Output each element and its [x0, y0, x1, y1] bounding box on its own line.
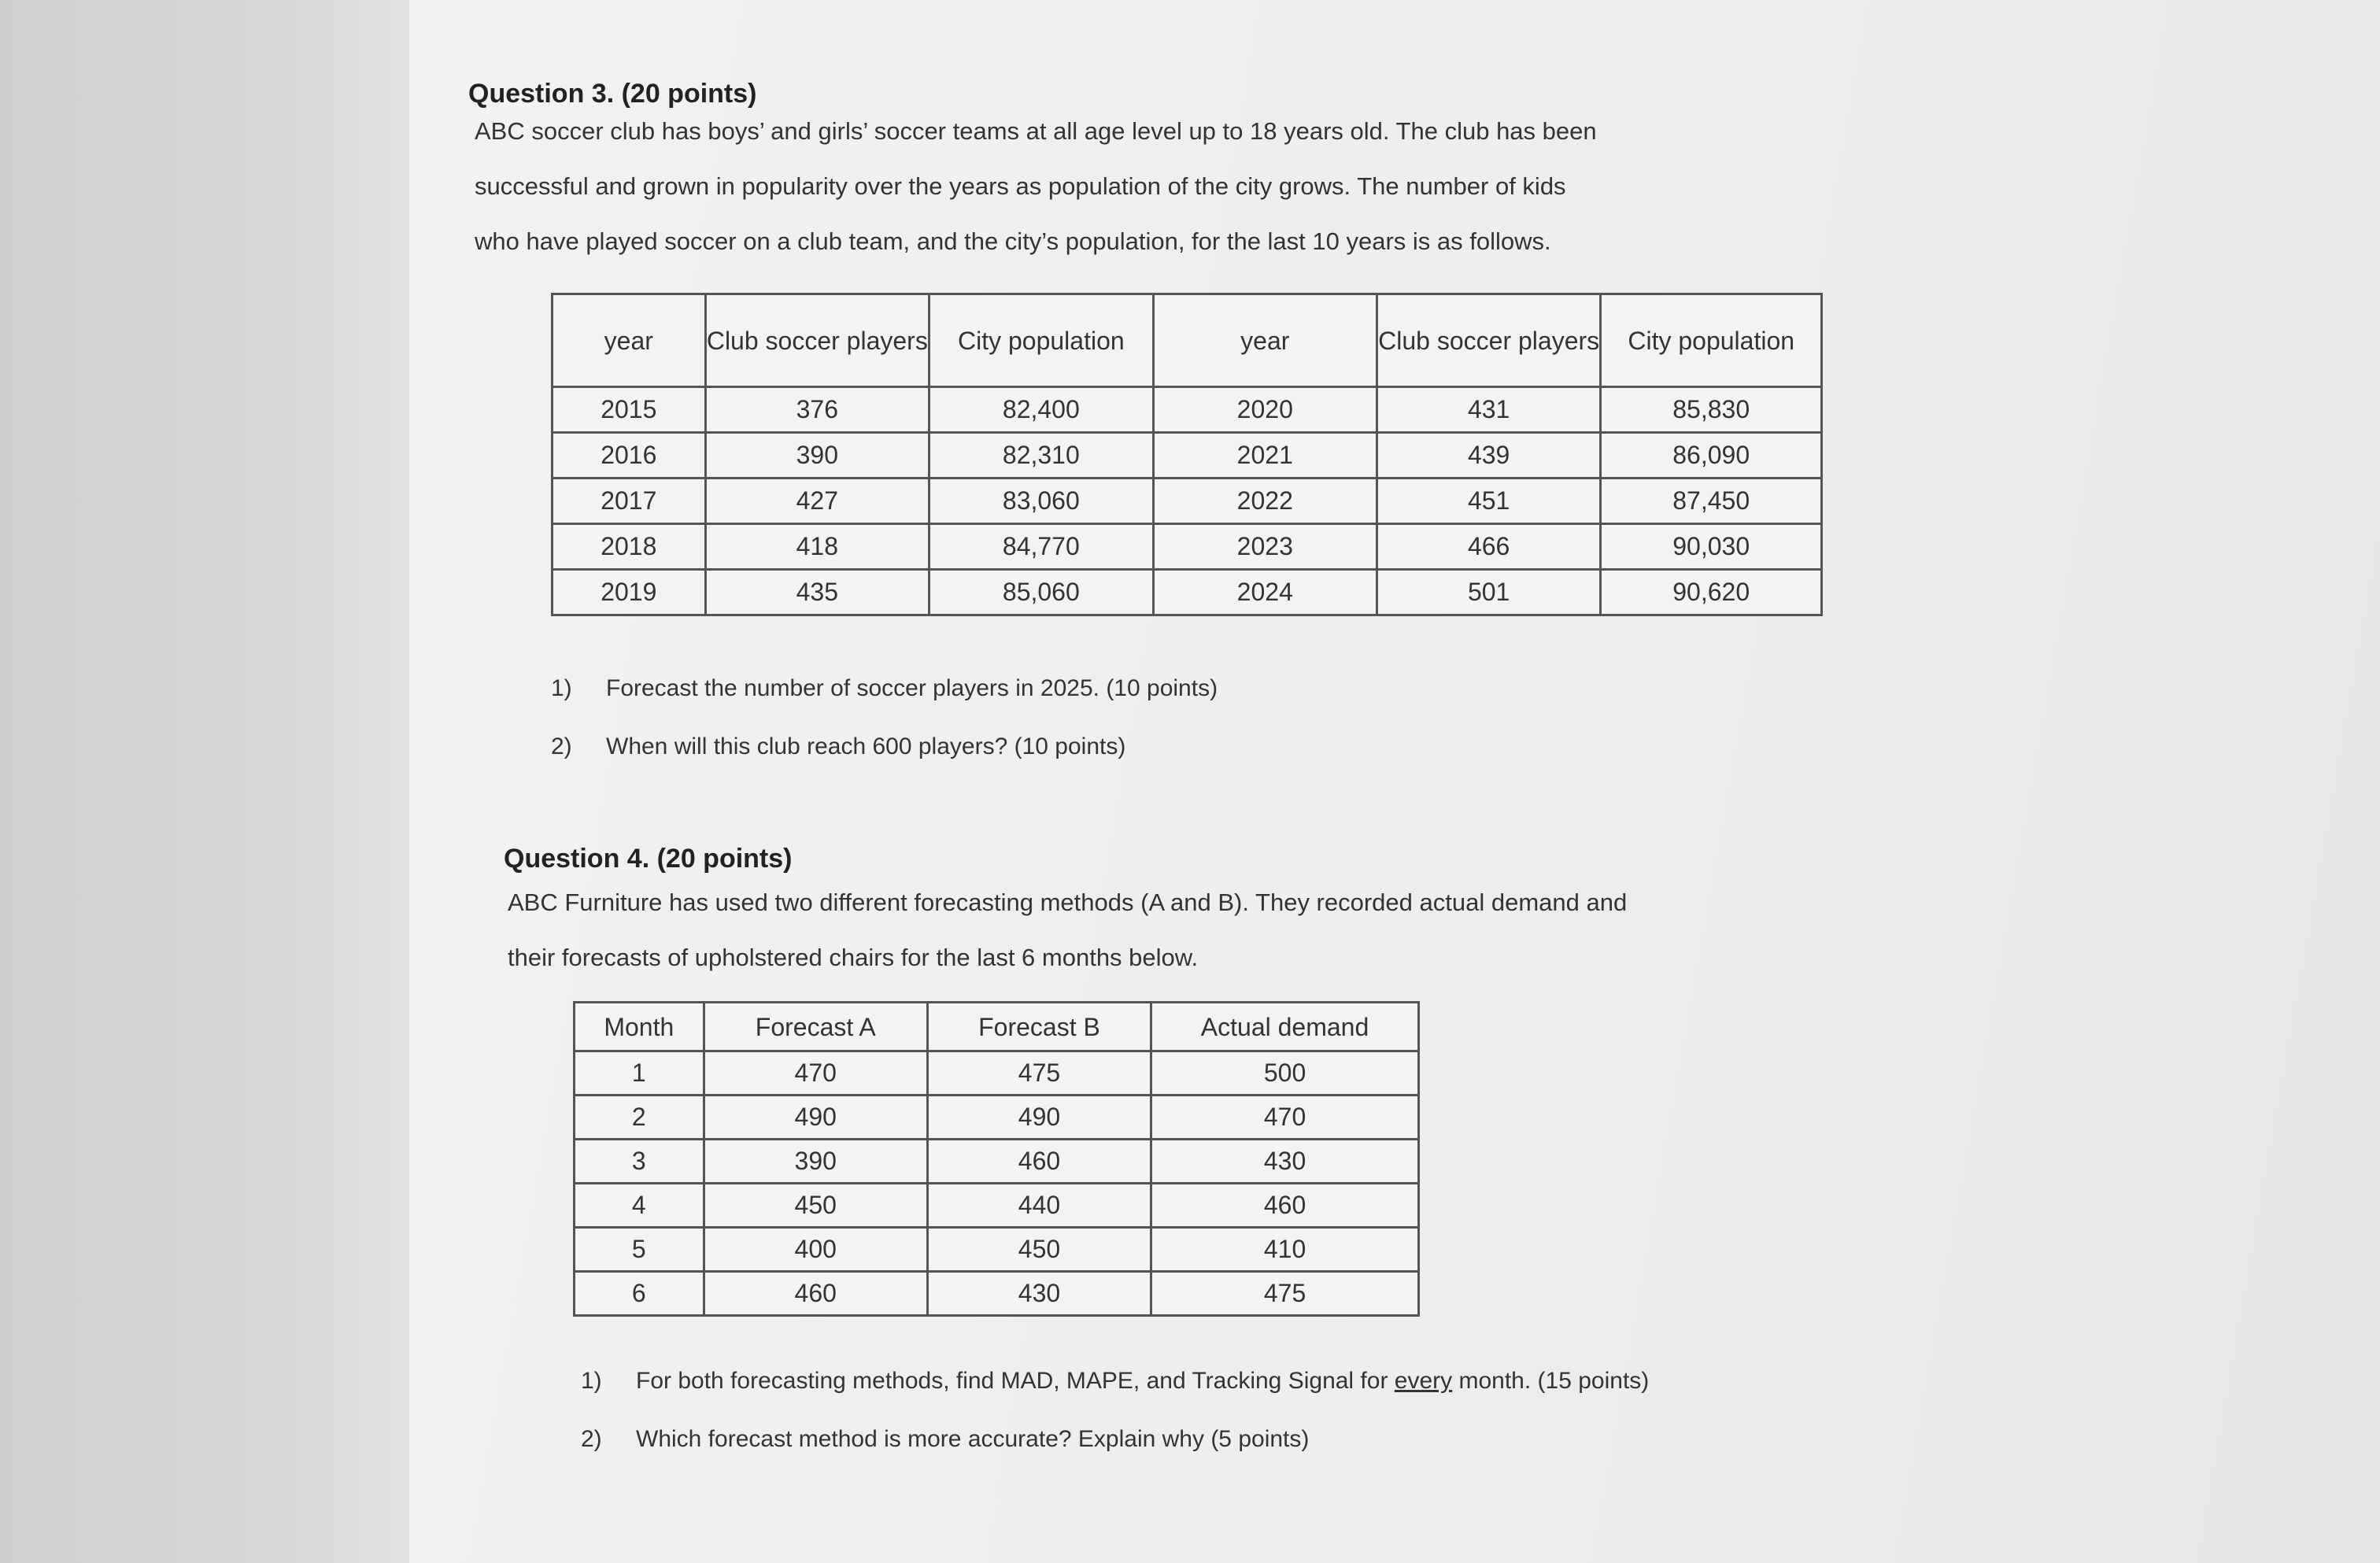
table-cell: 376	[705, 387, 929, 433]
question-3-items	[551, 660, 1218, 776]
table-cell: 431	[1377, 387, 1600, 433]
table-cell: 418	[705, 524, 929, 570]
table-cell: 85,060	[929, 570, 1154, 615]
table-cell: 2018	[552, 524, 706, 570]
item-number: 2)	[551, 733, 572, 759]
item-text: When will this club reach 600 players? (10 points)	[606, 733, 1126, 759]
table-cell: 85,830	[1601, 387, 1822, 433]
question-3-intro-line: ABC soccer club has boys’ and girls’ soccer teams at all age level up to 18 years old. The club has been	[475, 117, 1597, 145]
col-header-players: Club soccer players	[705, 294, 929, 387]
item-text-underlined: every	[1394, 1368, 1453, 1394]
table-cell: 82,400	[929, 387, 1154, 433]
table-cell: 460	[704, 1272, 927, 1316]
col-header-month: Month	[575, 1003, 704, 1051]
table-cell: 2016	[552, 433, 706, 479]
col-header-forecast-a: Forecast A	[704, 1003, 927, 1051]
table-cell: 2021	[1153, 433, 1377, 479]
table-cell: 440	[927, 1184, 1151, 1228]
table-cell: 2022	[1153, 479, 1377, 524]
col-header-year: year	[552, 294, 706, 387]
question-3-intro-line: successful and grown in popularity over the years as population of the city grows. The number of kids	[475, 172, 1566, 200]
item-text: For both forecasting methods, find MAD, MAPE, and Tracking Signal for	[636, 1368, 1395, 1394]
table-cell: 475	[927, 1051, 1151, 1096]
list-item	[551, 660, 1218, 718]
table-cell: 500	[1151, 1051, 1419, 1096]
col-header-year-2: year	[1153, 294, 1377, 387]
table-cell: 451	[1377, 479, 1600, 524]
table-row	[552, 433, 1822, 479]
table-cell: 83,060	[929, 479, 1154, 524]
table-cell: 2024	[1153, 570, 1377, 615]
table-row	[575, 1228, 1419, 1272]
table-cell: 2	[575, 1096, 704, 1140]
table-cell: 475	[1151, 1272, 1419, 1316]
col-header-players-2: Club soccer players	[1377, 294, 1600, 387]
table-row	[552, 570, 1822, 615]
table-cell: 427	[705, 479, 929, 524]
table-cell: 460	[1151, 1184, 1419, 1228]
table-cell: 470	[1151, 1096, 1419, 1140]
col-header-population-2: City population	[1601, 294, 1822, 387]
table-cell: 470	[704, 1051, 927, 1096]
table-cell: 4	[575, 1184, 704, 1228]
table-header-row	[552, 294, 1822, 387]
table-cell: 2017	[552, 479, 706, 524]
table-cell: 90,620	[1601, 570, 1822, 615]
table-cell: 390	[705, 433, 929, 479]
item-number: 2)	[581, 1426, 602, 1452]
table-cell: 430	[1151, 1140, 1419, 1184]
table-cell: 466	[1377, 524, 1600, 570]
table-cell: 86,090	[1601, 433, 1822, 479]
table-cell: 1	[575, 1051, 704, 1096]
table-row	[575, 1272, 1419, 1316]
question-4-intro-line: their forecasts of upholstered chairs for the last 6 months below.	[508, 944, 1199, 971]
table-cell: 90,030	[1601, 524, 1822, 570]
list-item	[551, 718, 1218, 776]
table-cell: 410	[1151, 1228, 1419, 1272]
soccer-population-table	[551, 293, 1823, 616]
table-cell: 82,310	[929, 433, 1154, 479]
table-row	[552, 479, 1822, 524]
table-cell: 87,450	[1601, 479, 1822, 524]
question-3-title: Question 3. (20 points)	[468, 79, 757, 109]
table-header-row	[575, 1003, 1419, 1051]
question-4-intro-line: ABC Furniture has used two different forecasting methods (A and B). They recorded actual demand and	[508, 889, 1628, 916]
item-text: Which forecast method is more accurate? Explain why (5 points)	[636, 1426, 1310, 1452]
table-cell: 490	[704, 1096, 927, 1140]
table-row	[575, 1140, 1419, 1184]
col-header-population: City population	[929, 294, 1154, 387]
table-cell: 430	[927, 1272, 1151, 1316]
table-cell: 460	[927, 1140, 1151, 1184]
list-item	[581, 1410, 1649, 1469]
desk-edge	[0, 0, 409, 1563]
table-cell: 2019	[552, 570, 706, 615]
table-row	[552, 524, 1822, 570]
table-cell: 5	[575, 1228, 704, 1272]
table-row	[552, 387, 1822, 433]
item-number: 1)	[551, 675, 572, 701]
question-4-title: Question 4. (20 points)	[504, 844, 793, 874]
question-3-intro	[475, 104, 1597, 269]
table-cell: 2015	[552, 387, 706, 433]
forecast-table	[573, 1001, 1420, 1317]
table-row	[575, 1096, 1419, 1140]
table-cell: 400	[704, 1228, 927, 1272]
question-3-intro-line: who have played soccer on a club team, and the city’s population, for the last 10 years is as follows.	[475, 227, 1551, 255]
table-cell: 450	[704, 1184, 927, 1228]
item-number: 1)	[581, 1368, 602, 1394]
table-cell: 490	[927, 1096, 1151, 1140]
table-cell: 2020	[1153, 387, 1377, 433]
table-cell: 6	[575, 1272, 704, 1316]
table-cell: 84,770	[929, 524, 1154, 570]
table-cell: 501	[1377, 570, 1600, 615]
table-row	[575, 1184, 1419, 1228]
item-text: month. (15 points)	[1452, 1368, 1650, 1394]
question-4-items	[581, 1352, 1649, 1469]
table-row	[575, 1051, 1419, 1096]
col-header-actual-demand: Actual demand	[1151, 1003, 1419, 1051]
col-header-forecast-b: Forecast B	[927, 1003, 1151, 1051]
question-4-intro	[508, 875, 1627, 985]
table-cell: 390	[704, 1140, 927, 1184]
table-cell: 2023	[1153, 524, 1377, 570]
table-cell: 439	[1377, 433, 1600, 479]
list-item	[581, 1352, 1649, 1410]
table-cell: 435	[705, 570, 929, 615]
item-text: Forecast the number of soccer players in 2025. (10 points)	[606, 675, 1218, 701]
table-cell: 3	[575, 1140, 704, 1184]
table-cell: 450	[927, 1228, 1151, 1272]
